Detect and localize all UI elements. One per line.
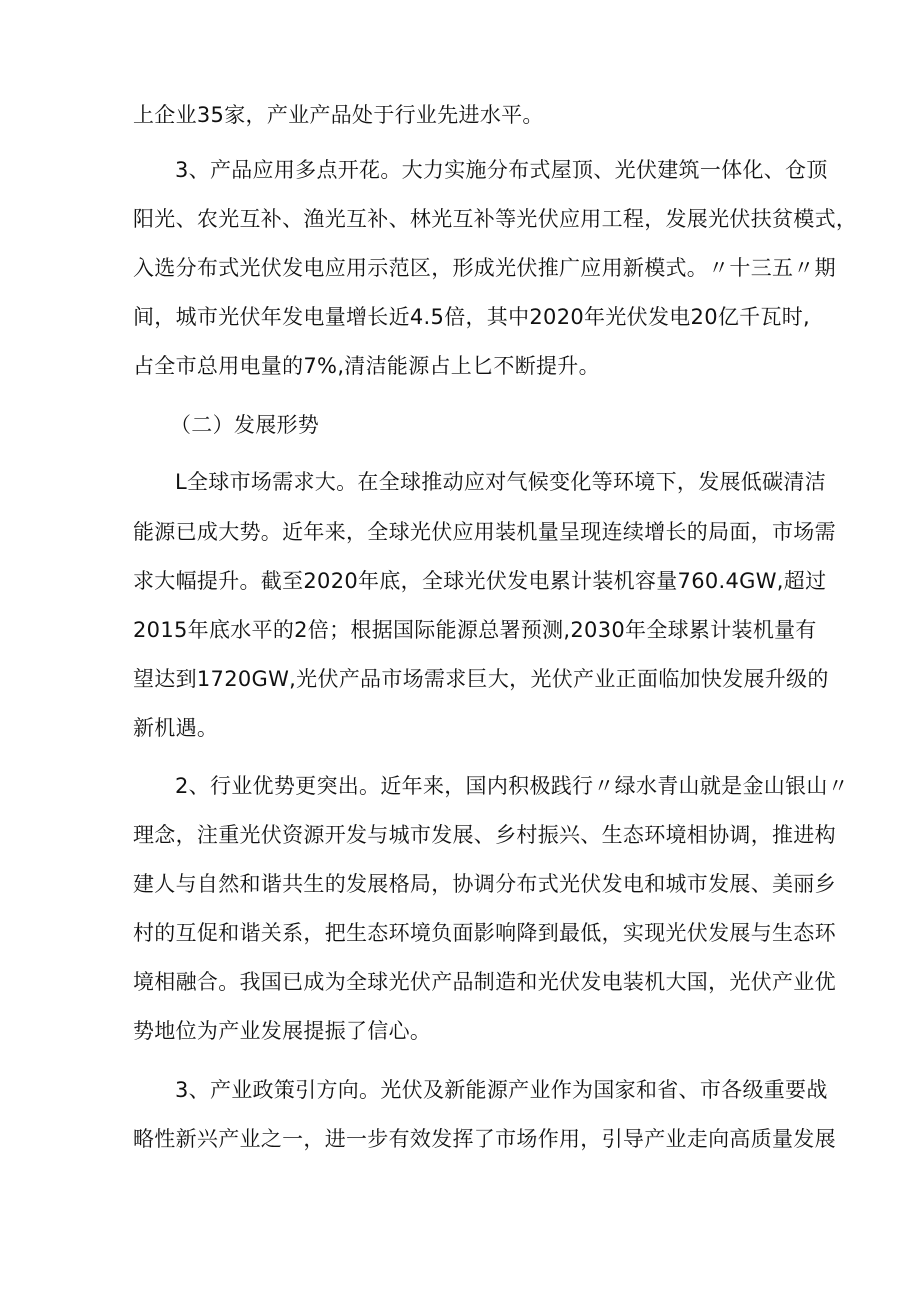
- text-line: 理念，注重光伏资源开发与城市发展、乡村振兴、生态环境相协调，推进构: [133, 823, 836, 847]
- text-line: 3、产品应用多点开花。大力实施分布式屋顶、光伏建筑一体化、仓顶: [175, 158, 828, 182]
- text-line: 境相融合。我国已成为全球光伏产品制造和光伏发电装机大国，光伏产业优: [133, 970, 836, 994]
- text-line: 阳光、农光互补、渔光互补、林光互补等光伏应用工程，发展光伏扶贫模式，: [133, 207, 858, 231]
- text-line: 上企业35家，产业产品处于行业先进水平。: [133, 103, 544, 127]
- text-line: 略性新兴产业之一，进一步有效发挥了市场作用，引导产业走向高质量发展: [133, 1127, 836, 1151]
- text-line: 建人与自然和谐共生的发展格局，协调分布式光伏发电和城市发展、美丽乡: [133, 872, 836, 896]
- text-line: 望达到1720GW,光伏产品市场需求巨大，光伏产业正面临加快发展升级的: [133, 667, 829, 691]
- text-line: 新机遇。: [133, 716, 219, 740]
- text-line: 势地位为产业发展提振了信心。: [133, 1019, 432, 1043]
- section-heading: （二）发展形势: [170, 413, 320, 437]
- text-line: 间，城市光伏年发电量增长近4.5倍，其中2020年光伏发电20亿千瓦时,: [133, 305, 811, 329]
- text-line: 2015年底水平的2倍；根据国际能源总署预测,2030年全球累计装机量有: [133, 618, 817, 642]
- text-line: 村的互促和谐关系，把生态环境负面影响降到最低，实现光伏发展与生态环: [133, 921, 836, 945]
- text-line: 占全市总用电量的7%,清洁能源占上匕不断提升。: [133, 354, 600, 378]
- text-line: 求大幅提升。截至2020年底，全球光伏发电累计装机容量760.4GW,超过: [133, 569, 827, 593]
- text-line: 2、行业优势更突出。近年来，国内积极践行〃绿水青山就是金山银山〃: [175, 774, 849, 798]
- text-line: 3、产业政策引方向。光伏及新能源产业作为国家和省、市各级重要战: [175, 1078, 828, 1102]
- text-line: 能源已成大势。近年来，全球光伏应用装机量呈现连续增长的局面，市场需: [133, 520, 836, 544]
- text-line: 入选分布式光伏发电应用示范区，形成光伏推广应用新模式。〃十三五〃期: [133, 256, 836, 280]
- text-line: L全球市场需求大。在全球推动应对气候变化等环境下，发展低碳清洁: [175, 470, 826, 494]
